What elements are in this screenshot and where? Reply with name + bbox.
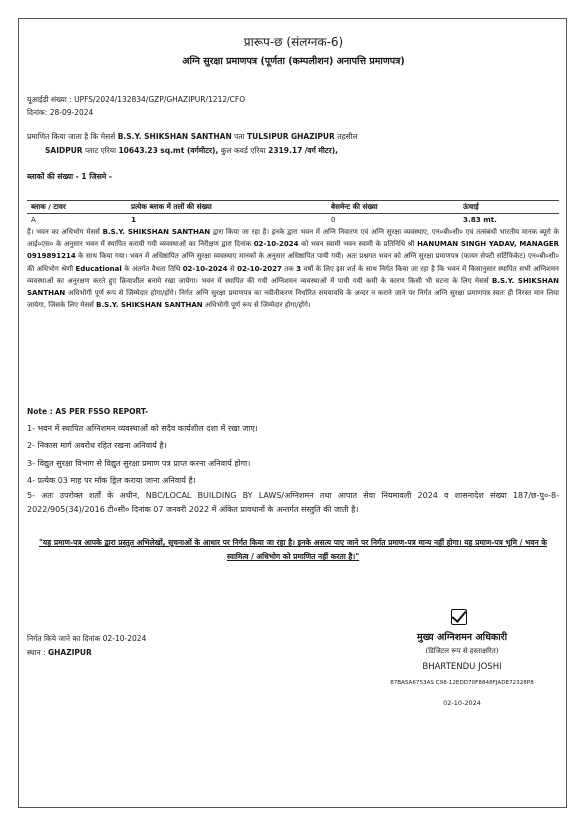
- issue-date-line: [27, 634, 146, 644]
- table-row: [27, 214, 559, 226]
- body-text: तक: [284, 264, 294, 273]
- body-text: से: [229, 264, 235, 273]
- blocks-value: 1 जिसमे -: [81, 172, 112, 181]
- firm-name: B.S.Y. SHIKSHAN SANTHAN: [102, 228, 211, 236]
- notes-heading: Note : AS PER FSSO REPORT-: [27, 407, 149, 416]
- tehsil: SAIDPUR: [45, 146, 83, 155]
- date-line: [27, 108, 93, 118]
- blocks-label: ब्लाकों की संख्या -: [27, 172, 79, 181]
- body-text: वर्षो के लिए इस शर्त के साथ निर्गत किया जा रहा है कि भवन में किसानुसार स्थापित सभी अग्निशमन व्यवस्थाओं का अनुरक्षण करते हुए क्रियाशील बनाये रखा जायेगा। भवन में स्थापित की गयी अग्निशमन व्यवस्थाओं में पायी गयी कमी के कारण किसी भी घटना के लिए मेसर्स: [27, 264, 559, 285]
- valid-to: 02-10-2027: [237, 264, 282, 273]
- covered-label: कुल कवर्ड एरिया: [220, 146, 266, 155]
- table-header: ब्लाक / टावर: [27, 201, 127, 214]
- body-text: के अंतर्गत वैधता तिथि: [124, 264, 181, 273]
- note-item: 4- प्रत्येक 03 माह पर मॉक ड्रिल कराया जाना अनिवार्य है।: [27, 475, 196, 485]
- blocks-line: [27, 172, 112, 182]
- address: TULSIPUR: [247, 132, 289, 141]
- uid-line: [27, 95, 245, 105]
- plot-area: 10643.23: [118, 146, 158, 155]
- note-item: 1- भवन में स्थापित अग्निशमन व्यवस्थाओं को सदैव कार्यशील दशा में रखा जाए।: [27, 424, 258, 434]
- table-header: प्रत्येक ब्लाक में तलों की संख्या: [127, 201, 327, 214]
- covered-unit: /वर्ग मीटर),: [304, 146, 338, 155]
- table-header-row: [27, 201, 559, 214]
- date-label: दिनांक:: [27, 108, 48, 117]
- plot-unit: sq.mt (वर्गमीटर),: [160, 146, 219, 155]
- premises-text: पता: [234, 132, 245, 141]
- table-header: बेसमेन्ट की संख्या: [327, 201, 459, 214]
- table-header: ऊंचाई: [459, 201, 559, 214]
- validity-years: 3: [296, 264, 301, 273]
- body-text: अधिभोगी पूर्ण रूप से जिम्मेदार होगा/होंगे। निर्गत अग्नि सुरक्षा प्रमाणपत्र का नवीनीकरण निर्धारित समयावधि के अन्दर न कराने जाने पर निर्गत अग्नि सुरक्षा प्रमाणपत्र स्वतः ही निरस्त मान लिया जायेगा, जिसके लिए मेसर्स: [27, 289, 559, 310]
- uid-value: UPFS/2024/132834/GZP/GHAZIPUR/1212/CFO: [74, 95, 246, 104]
- place: GHAZIPUR: [47, 648, 92, 657]
- note-item: 3- विद्युत सुरक्षा विभाग से विद्युत सुरक्षा प्रमाण पत्र प्राप्त करना अनिवार्य होगा।: [27, 458, 251, 468]
- firm-name: B.S.Y. SHIKSHAN SANTHAN: [96, 301, 203, 310]
- body-text: को भवन स्वामी भवन स्वामी के प्रतिनिधि श्री: [301, 240, 415, 249]
- premises-line-1: [27, 132, 358, 142]
- table-cell: 3.83 mt.: [463, 215, 497, 224]
- issue-date: 02-10-2024: [102, 634, 147, 643]
- signature-date: 02-10-2024: [443, 699, 481, 707]
- table-cell: 0: [331, 215, 336, 224]
- firm-name: B.S.Y. SHIKSHAN SANTHAN: [117, 132, 232, 141]
- valid-from: 02-10-2024: [182, 264, 228, 273]
- officer-title: मुख्य अग्निशमन अधिकारी: [416, 632, 508, 643]
- place-line: [27, 648, 92, 658]
- uid-label: यूआईडी संख्या :: [27, 95, 72, 104]
- covered-area: 2319.17: [268, 146, 303, 155]
- plot-label: प्लाट एरिया: [84, 146, 117, 155]
- note-item: 2- निकास मार्ग अवरोध रहित रखना अनिवार्य है।: [27, 441, 167, 451]
- disclaimer: "यह प्रमाण-पत्र आपके द्वारा प्रस्तुत अभिलेखों, सूचनाओं के आधार पर निर्गत किया जा रहा है। इनके असत्य पाए जाने पर निर्गत प्रमाण-पत्र मान्य नहीं होगा। यह प्रमाण-पत्र भूमि / भवन के स्वामित्व / अधिभोग को प्रमाणित नहीं करता है।": [38, 538, 548, 561]
- representative: HANUMAN SINGH YADAV, MANAGER 0919891214: [27, 240, 559, 261]
- body-text: के साथ किया गया। भवन में अधिष्ठापित अग्नि सुरक्षा व्यवस्थाए मानकों के अनुसार अधिष्ठापित पायी गयी। अतः प्रश्नगत भवन को अग्नि सुरक्षा प्रमाणपत्र (फायर सेफ्टी सर्टिफिकेट) एन०बी०सी० की अधिभोग श्रेणी: [27, 252, 559, 273]
- form-title: प्रारूप-छ (संलग्नक-6): [243, 35, 344, 49]
- note-item: 5- अतः उपरोक्त शर्तों के अधीन, NBC/LOCAL BUILDING BY LAWS/अग्निशमन तथा आपात सेवा नियमावली 2024 व शासनादेश संख्या 187/छ-पु०-8-2022/905(34)/2016 टी०सी० दिनांक 07 जनवरी 2022 में अंकित प्रावधानों के अन्तर्गत संस्तुति की जाती है।: [27, 491, 559, 515]
- officer-name: BHARTENDU JOSHI: [422, 662, 502, 672]
- issue-date-label: निर्गत किये जाने का दिनांक: [27, 634, 101, 643]
- date-value: 28-09-2024: [49, 108, 94, 117]
- blocks-table: [27, 200, 559, 225]
- place-label: स्थान :: [27, 648, 46, 657]
- premises-text: तहसील: [337, 132, 358, 141]
- notes-section: [27, 403, 559, 517]
- body-text: हैं। भवन का अधिभोग मेसर्स: [27, 228, 100, 236]
- table-cell: A: [31, 215, 36, 224]
- firm-name: B.S.Y. SHIKSHAN SANTHAN: [27, 276, 560, 298]
- district: GHAZIPUR: [290, 132, 335, 141]
- premises-line-2: [45, 146, 338, 156]
- certificate-page: [18, 18, 567, 808]
- body-text: द्वारा किया जा रहा है। इनके द्वारा भवन में अग्नि निवारण एवं अग्नि सुरक्षा व्यवस्थाए, एन०बी०सी० एवं तत्संबंधी भारतीय मानक ब्यूरो के आई०एस० के अनुसार भवन में स्थापित करायी गयी व्यवस्थाओं का निरीक्षण द्वारा दिनांक: [27, 228, 559, 249]
- certificate-title: अग्नि सुरक्षा प्रमाणपत्र (पूर्णता (कम्पलीशन) अनापत्ति प्रमाणपत्र): [182, 56, 405, 67]
- body-text: अधिभोगी पूर्ण रूप से जिम्मेदार होगा/होंगे।: [204, 301, 311, 310]
- table-cell: 1: [131, 215, 137, 224]
- premises-text: प्रमाणित किया जाता है कि मेसर्स: [27, 132, 116, 141]
- checkmark-icon: [451, 609, 467, 625]
- inspection-date: 02-10-2024: [253, 240, 299, 249]
- certificate-body: [27, 226, 559, 311]
- signature-hash: 87BA5A6753AS C98-12EDD70F8848FJADE72328P8: [390, 680, 534, 686]
- occupancy-category: Educational: [75, 264, 122, 273]
- digital-signature-note: (डिजिटल रूप से हस्ताक्षरित): [425, 647, 499, 655]
